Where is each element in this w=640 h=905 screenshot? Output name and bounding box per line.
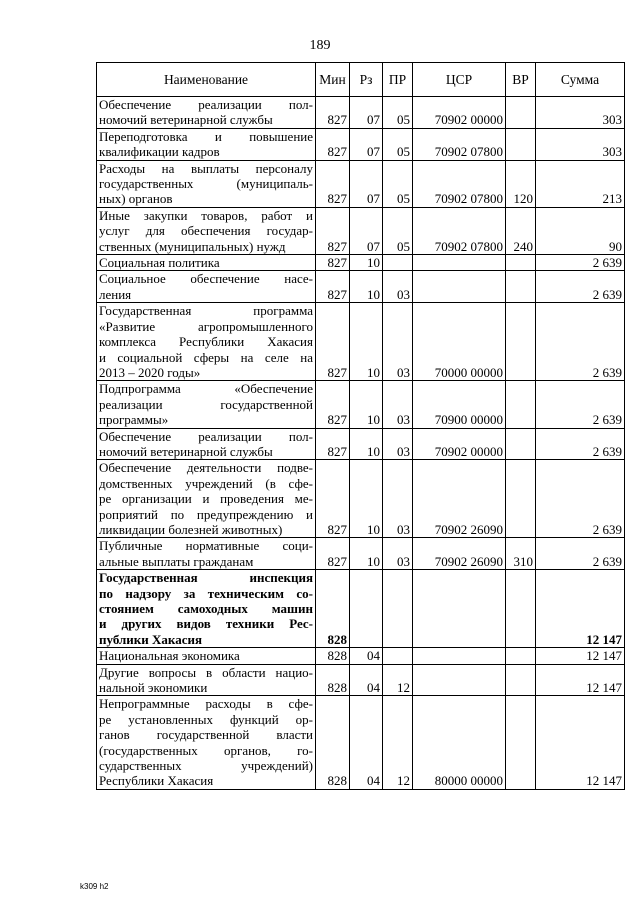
- name-line: альные выплаты гражданам: [99, 553, 254, 569]
- header-min: Мин: [316, 63, 350, 97]
- cell-name: [97, 128, 316, 160]
- name-line: реализации государственной: [99, 396, 313, 412]
- cell-name: [97, 271, 316, 303]
- name-line: Иные закупки товаров, работ и: [99, 207, 313, 223]
- cell-vr: [506, 255, 536, 271]
- cell-min: 828: [316, 648, 350, 664]
- cell-min: 827: [316, 207, 350, 254]
- cell-csr: 70900 00000: [413, 381, 506, 428]
- cell-vr: [506, 460, 536, 538]
- footer-code: k309 h2: [80, 882, 109, 891]
- cell-vr: [506, 271, 536, 303]
- name-line: 2013 – 2020 годы»: [99, 364, 201, 380]
- cell-sum: 12 147: [536, 664, 625, 696]
- header-sum: Сумма: [536, 63, 625, 97]
- cell-rz: 07: [350, 97, 383, 129]
- cell-csr: 80000 00000: [413, 696, 506, 789]
- cell-name: [97, 97, 316, 129]
- table-row: [97, 460, 625, 538]
- cell-pr: [383, 648, 413, 664]
- cell-csr: [413, 664, 506, 696]
- name-line: ления: [99, 286, 132, 302]
- name-line: ных) органов: [99, 191, 173, 207]
- name-line: Национальная экономика: [99, 648, 240, 664]
- cell-sum: 2 639: [536, 381, 625, 428]
- cell-name: [97, 648, 316, 664]
- cell-name: [97, 570, 316, 648]
- table-row: [97, 648, 625, 664]
- cell-rz: 10: [350, 428, 383, 460]
- cell-csr: [413, 271, 506, 303]
- cell-pr: [383, 255, 413, 271]
- table-row: [97, 160, 625, 207]
- cell-sum: 2 639: [536, 538, 625, 570]
- cell-sum: 2 639: [536, 255, 625, 271]
- cell-name: [97, 696, 316, 789]
- cell-csr: 70902 00000: [413, 97, 506, 129]
- cell-vr: 120: [506, 160, 536, 207]
- page-number: 189: [309, 38, 331, 53]
- header-csr: ЦСР: [413, 63, 506, 97]
- cell-name: [97, 664, 316, 696]
- cell-vr: [506, 381, 536, 428]
- cell-pr: 03: [383, 271, 413, 303]
- cell-vr: [506, 696, 536, 789]
- cell-csr: 70902 07800: [413, 160, 506, 207]
- name-line: сударственных учреждений): [99, 758, 313, 774]
- name-line: нальной экономики: [99, 680, 208, 696]
- cell-name: [97, 381, 316, 428]
- cell-min: 827: [316, 160, 350, 207]
- name-line: ре установленных функций ор-: [99, 711, 313, 727]
- cell-rz: 07: [350, 160, 383, 207]
- cell-pr: 03: [383, 381, 413, 428]
- cell-pr: 12: [383, 664, 413, 696]
- cell-vr: [506, 570, 536, 648]
- cell-rz: 07: [350, 207, 383, 254]
- cell-sum: 2 639: [536, 428, 625, 460]
- cell-pr: 05: [383, 97, 413, 129]
- name-line: Переподготовка и повышение: [99, 128, 313, 144]
- name-line: Республики Хакасия: [99, 773, 214, 789]
- cell-min: 827: [316, 538, 350, 570]
- cell-pr: 05: [383, 207, 413, 254]
- name-line: Непрограммные расходы в сфе-: [99, 696, 313, 712]
- name-line: квалификации кадров: [99, 144, 220, 160]
- table-row: [97, 207, 625, 254]
- cell-sum: 12 147: [536, 570, 625, 648]
- cell-pr: 05: [383, 128, 413, 160]
- cell-pr: 05: [383, 160, 413, 207]
- cell-rz: 10: [350, 538, 383, 570]
- cell-csr: [413, 648, 506, 664]
- table-row: [97, 381, 625, 428]
- cell-csr: 70000 00000: [413, 303, 506, 381]
- cell-csr: 70902 26090: [413, 538, 506, 570]
- table-row: [97, 696, 625, 789]
- cell-name: [97, 207, 316, 254]
- cell-pr: 12: [383, 696, 413, 789]
- name-line: Другие вопросы в области нацио-: [99, 664, 313, 680]
- cell-sum: 12 147: [536, 648, 625, 664]
- cell-name: [97, 255, 316, 271]
- name-line: стоянием самоходных машин: [99, 601, 313, 616]
- cell-csr: 70902 00000: [413, 428, 506, 460]
- table-row: [97, 428, 625, 460]
- cell-name: [97, 428, 316, 460]
- table-row: [97, 271, 625, 303]
- cell-sum: 12 147: [536, 696, 625, 789]
- name-line: и социальной сферы на селе на: [99, 349, 313, 365]
- cell-sum: 2 639: [536, 460, 625, 538]
- name-line: номочий ветеринарной службы: [99, 443, 273, 459]
- cell-rz: 10: [350, 255, 383, 271]
- cell-rz: 04: [350, 648, 383, 664]
- cell-vr: [506, 97, 536, 129]
- table-row: [97, 128, 625, 160]
- cell-min: 827: [316, 303, 350, 381]
- cell-min: 827: [316, 381, 350, 428]
- name-line: (государственных органов, го-: [99, 742, 313, 758]
- name-line: ликвидации болезней животных): [99, 521, 283, 537]
- name-line: «Развитие агропромышленного: [99, 318, 313, 334]
- cell-min: 827: [316, 97, 350, 129]
- cell-min: 828: [316, 696, 350, 789]
- cell-min: 827: [316, 460, 350, 538]
- cell-sum: 213: [536, 160, 625, 207]
- cell-vr: [506, 428, 536, 460]
- cell-rz: 10: [350, 303, 383, 381]
- cell-csr: 70902 26090: [413, 460, 506, 538]
- cell-vr: [506, 648, 536, 664]
- name-line: Обеспечение деятельности подве-: [99, 460, 313, 476]
- name-line: Подпрограмма «Обеспечение: [99, 381, 313, 397]
- name-line: и других видов техники Рес-: [99, 616, 313, 632]
- name-line: Социальная политика: [99, 255, 220, 271]
- cell-pr: [383, 570, 413, 648]
- header-pr: ПР: [383, 63, 413, 97]
- table-row: [97, 570, 625, 648]
- cell-csr: [413, 570, 506, 648]
- cell-vr: [506, 664, 536, 696]
- cell-rz: 07: [350, 128, 383, 160]
- name-line: Государственная инспекция: [99, 570, 313, 586]
- name-line: Социальное обеспечение насе-: [99, 271, 313, 287]
- budget-table: [96, 62, 625, 790]
- table-body: [97, 97, 625, 790]
- cell-sum: 303: [536, 97, 625, 129]
- name-line: ственных (муниципальных) нужд: [99, 238, 286, 254]
- name-line: домственных учреждений (в сфе-: [99, 475, 313, 491]
- cell-vr: 240: [506, 207, 536, 254]
- cell-vr: [506, 303, 536, 381]
- name-line: программы»: [99, 412, 169, 428]
- cell-min: 827: [316, 128, 350, 160]
- cell-min: 827: [316, 255, 350, 271]
- cell-csr: [413, 255, 506, 271]
- cell-sum: 2 639: [536, 271, 625, 303]
- name-line: Обеспечение реализации пол-: [99, 97, 313, 112]
- name-line: Публичные нормативные соци-: [99, 538, 313, 554]
- cell-csr: 70902 07800: [413, 207, 506, 254]
- name-line: номочий ветеринарной службы: [99, 112, 273, 128]
- cell-rz: [350, 570, 383, 648]
- name-line: ре организации и проведения ме-: [99, 491, 313, 507]
- cell-min: 828: [316, 664, 350, 696]
- cell-rz: 04: [350, 664, 383, 696]
- name-line: государственных (муниципаль-: [99, 176, 313, 192]
- cell-name: [97, 303, 316, 381]
- cell-rz: 04: [350, 696, 383, 789]
- cell-rz: 10: [350, 381, 383, 428]
- table-row: [97, 538, 625, 570]
- header-vr: ВР: [506, 63, 536, 97]
- cell-pr: 03: [383, 460, 413, 538]
- cell-rz: 10: [350, 271, 383, 303]
- cell-min: 827: [316, 428, 350, 460]
- cell-vr: 310: [506, 538, 536, 570]
- name-line: Расходы на выплаты персоналу: [99, 160, 313, 176]
- table-row: [97, 664, 625, 696]
- name-line: по надзору за техническим со-: [99, 585, 313, 601]
- cell-pr: 03: [383, 428, 413, 460]
- table-header-row: [97, 63, 625, 97]
- cell-sum: 90: [536, 207, 625, 254]
- cell-rz: 10: [350, 460, 383, 538]
- name-line: публики Хакасия: [99, 631, 202, 647]
- name-line: Государственная программа: [99, 303, 313, 319]
- name-line: Обеспечение реализации пол-: [99, 428, 313, 444]
- table-row: [97, 303, 625, 381]
- cell-name: [97, 460, 316, 538]
- cell-min: 828: [316, 570, 350, 648]
- name-line: ганов государственной власти: [99, 727, 313, 743]
- cell-sum: 2 639: [536, 303, 625, 381]
- cell-name: [97, 538, 316, 570]
- header-name: Наименование: [97, 63, 316, 97]
- cell-name: [97, 160, 316, 207]
- name-line: роприятий по предупреждению и: [99, 506, 313, 522]
- table-row: [97, 97, 625, 129]
- header-rz: Рз: [350, 63, 383, 97]
- name-line: комплекса Республики Хакасия: [99, 334, 313, 350]
- cell-min: 827: [316, 271, 350, 303]
- cell-sum: 303: [536, 128, 625, 160]
- cell-pr: 03: [383, 538, 413, 570]
- table-row: [97, 255, 625, 271]
- cell-csr: 70902 07800: [413, 128, 506, 160]
- cell-vr: [506, 128, 536, 160]
- cell-pr: 03: [383, 303, 413, 381]
- name-line: услуг для обеспечения государ-: [99, 223, 313, 239]
